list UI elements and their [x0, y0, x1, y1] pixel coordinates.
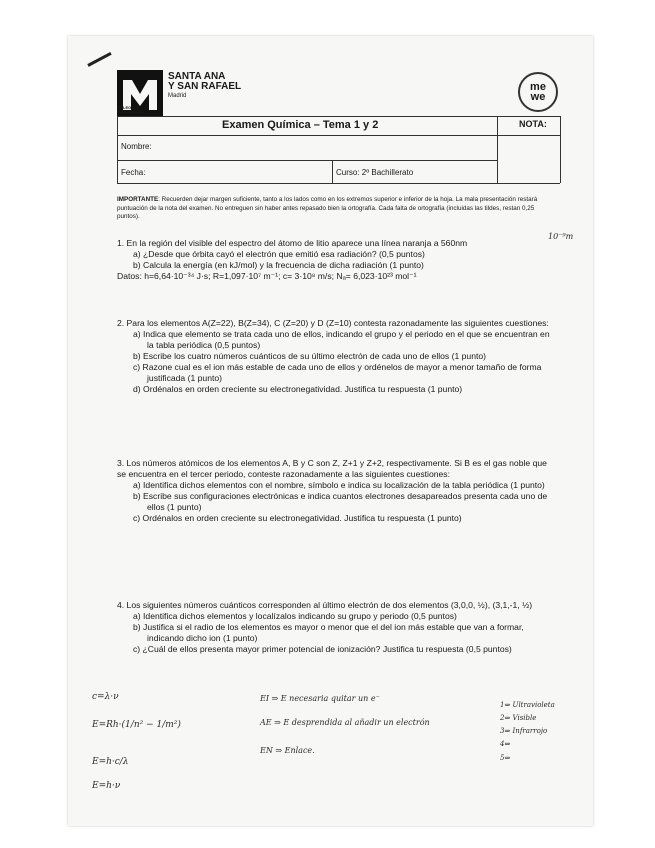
- handwritten-note: 2⇒ Visible: [500, 714, 537, 722]
- question-part: c) ¿Cuál de ellos presenta mayor primer potencial de ionización? Justifica tu respuesta (0,5 puntos): [133, 644, 512, 654]
- question-4: [117, 600, 553, 655]
- question-part: c) Ordénalos en orden creciente su electronegatividad. Justifica tu respuesta (1 punto): [133, 513, 462, 523]
- school-name: SANTA ANA Y SAN RAFAEL Madrid: [168, 71, 242, 99]
- question-part: b) Escribe los cuatro números cuánticos de su último electrón de cada uno de ellos (1 punto): [133, 351, 487, 361]
- question-part: a) Identifica dichos elementos y localízalos indicando su grupo y periodo (0,5 puntos): [133, 611, 457, 621]
- handwritten-formula: c=λ·ν: [92, 692, 119, 702]
- question-1: [117, 238, 553, 282]
- question-stem: 2. Para los elementos A(Z=22), B(Z=34), C (Z=20) y D (Z=10) contesta razonadamente las siguientes cuestiones:: [117, 318, 549, 328]
- header-border: [497, 116, 498, 183]
- question-part: a) ¿Desde que órbita cayó el electrón que emitió esa radiación? (0,5 puntos): [133, 249, 425, 259]
- handwritten-formula: E=h·ν: [92, 781, 121, 791]
- question-part: c) Razone cual es el ion más estable de cada uno de ellos y ordénelos de mayor a menor tamaño de forma justificada (1 punto): [133, 362, 542, 383]
- question-stem: 4. Los siguientes números cuánticos corresponden al último electrón de dos elementos (3,0,0, ½), (3,1,-1, ½): [117, 600, 533, 610]
- handwritten-note: EI ⇒ E necesaria quitar un e⁻: [260, 694, 380, 703]
- question-part: a) Identifica dichos elementos con el nombre, símbolo e indica su localización de la tabla periódica (1 punto): [133, 480, 545, 490]
- handwritten-note: 1⇒ Ultravioleta: [500, 701, 555, 709]
- header-border: [117, 116, 118, 183]
- handwritten-note: 5⇒: [500, 754, 511, 762]
- question-stem: 3. Los números atómicos de los elementos A, B y C son Z, Z+1 y Z+2, respectivamente. Si B es el gas noble que se encuentra en el tercer periodo, conteste razonadamente a las siguientes cuestiones:: [117, 458, 547, 479]
- question-part: d) Ordénalos en orden creciente su electronegatividad. Justifica tu respuesta (1 punto): [133, 384, 463, 394]
- header-border: [117, 116, 560, 117]
- question-stem: 1. En la región del visible del espectro del átomo de litio aparece una línea naranja a 560nm: [117, 238, 468, 248]
- header-border: [117, 160, 497, 161]
- question-data: Datos: h=6,64·10⁻³⁴ J·s; R=1,097·10⁷ m⁻¹; c= 3·10⁸ m/s; Nₐ= 6,023·10²³ mol⁻¹: [117, 271, 417, 281]
- handwritten-note: EN ⇒ Enlace.: [260, 746, 315, 755]
- nota-label: NOTA:: [519, 119, 547, 129]
- handwritten-note: 10⁻⁹m: [548, 232, 574, 241]
- header-border: [117, 135, 560, 136]
- important-notice: IMPORTANTE: Recuerden dejar margen suficiente, tanto a los lados como en los extremos superior e inferior de la hoja. La mala presentación restará puntuación de la nota del examen. No entreguen sin haber antes repasado bien la ortografía. Cada falta de ortografía (incluidas las tildes, restan 0,25 puntos).: [117, 196, 538, 220]
- question-part: a) Indica que elemento se trata cada uno de ellos, indicando el grupo y el periodo en el que se encuentran en la tabla periódica (0,5 puntos): [133, 329, 550, 350]
- handwritten-note: 4⇒: [500, 740, 511, 748]
- fecha-label: Fecha:: [121, 168, 146, 177]
- question-part: b) Calcula la energía (en kJ/mol) y la frecuencia de dicha radiación (1 punto): [133, 260, 424, 270]
- question-part: b) Justifica si el radio de los elementos es mayor o menor que el del ion más estable que van a formar, indicando dicho ion (1 punto): [133, 622, 524, 643]
- header-border: [560, 116, 561, 183]
- handwritten-note: AE ⇒ E desprendida al añadir un electrón: [260, 718, 430, 727]
- curso-label: Curso: 2º Bachillerato: [336, 168, 414, 177]
- question-part: b) Escribe sus configuraciones electrónicas e indica cuantos electrones desapareados presenta cada uno de ellos (1 punto): [133, 491, 548, 512]
- handwritten-formula: E=Rh·(1/n² − 1/m²): [92, 720, 181, 730]
- exam-title: Examen Química – Tema 1 y 2: [222, 119, 379, 131]
- handwritten-note: 3⇒ Infrarrojo: [500, 727, 548, 735]
- question-3: [117, 458, 553, 524]
- mewe-badge-icon: me we: [518, 72, 558, 112]
- logo-subtitle: COLEGIOS MARIANISTAS: [117, 105, 145, 114]
- handwritten-formula: E=h·c/λ: [92, 757, 129, 767]
- nombre-label: Nombre:: [121, 142, 152, 151]
- header-border: [117, 183, 560, 184]
- header-border: [332, 160, 333, 183]
- question-2: [117, 318, 553, 395]
